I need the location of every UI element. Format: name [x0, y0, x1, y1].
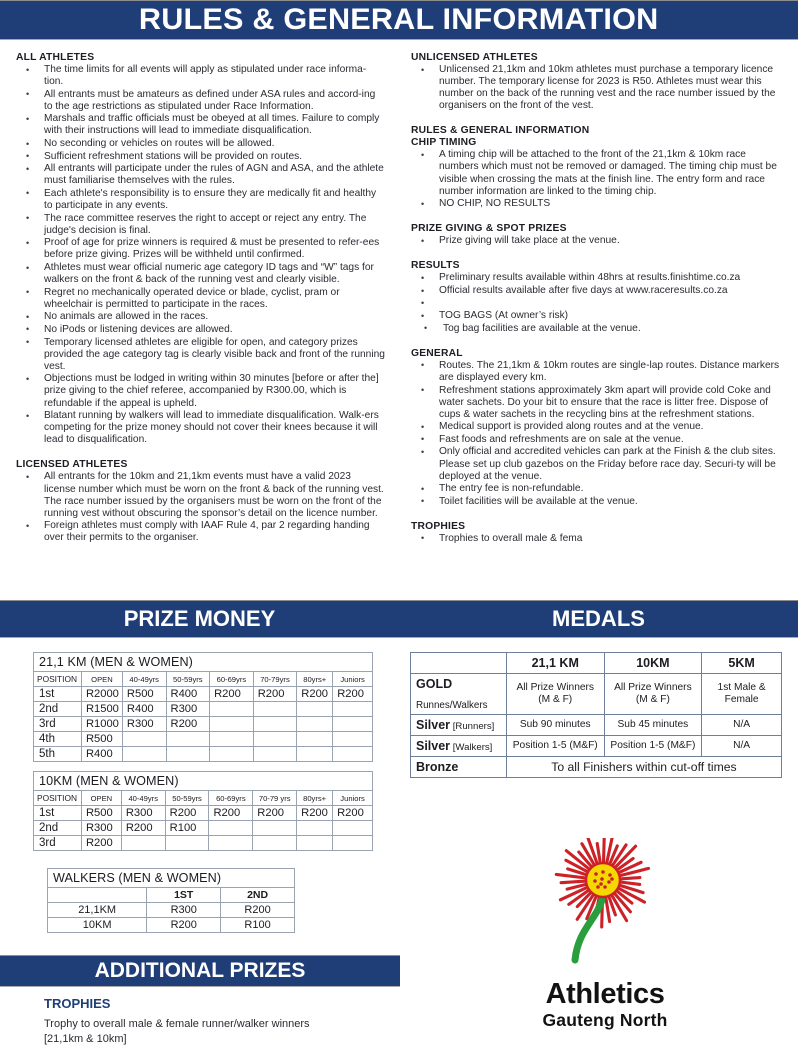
- medals-cell: N/A: [702, 736, 782, 757]
- table-cell: R300: [121, 806, 165, 821]
- trophies-heading: TROPHIES: [44, 996, 111, 1011]
- column-header: POSITION: [34, 791, 82, 806]
- prize-table-10km: [33, 771, 373, 851]
- rules-section-heading: TROPHIES: [411, 520, 466, 532]
- medal-type: Bronze: [416, 760, 459, 774]
- row-label: 1st: [34, 806, 82, 821]
- table-cell: [253, 836, 297, 851]
- rules-bullet-item: • Toilet facilities will be available at the venue.: [411, 496, 786, 508]
- table-cell: R200: [297, 806, 333, 821]
- row-label: 10KM: [48, 918, 147, 933]
- table-header-row: [48, 888, 295, 903]
- table-row: [34, 747, 373, 762]
- rules-bullet-item: • No iPods or listening devices are allowed.: [16, 324, 385, 336]
- medal-type: Silver: [416, 739, 451, 753]
- column-header: [48, 888, 147, 903]
- table-cell: R1000: [81, 717, 122, 732]
- medals-row-label: [411, 757, 507, 778]
- table-cell: [122, 747, 166, 762]
- table-cell: R200: [253, 687, 297, 702]
- row-label: 3rd: [34, 717, 82, 732]
- table-cell: [333, 836, 373, 851]
- rules-bullet-item: • The race committee reserves the right to accept or reject any entry. The judge's decision is final.: [16, 213, 385, 237]
- table-row: [34, 687, 373, 702]
- rules-bullet-item: • All entrants will participate under the rules of AGN and ASA, and the athlete must familiarise themselves with the rules.: [16, 163, 385, 187]
- column-header: 50-59yrs: [166, 672, 210, 687]
- table-row: [34, 717, 373, 732]
- row-label: 4th: [34, 732, 82, 747]
- table-cell: R200: [166, 717, 210, 732]
- medals-corner-cell: [411, 653, 507, 674]
- table-cell: [297, 747, 333, 762]
- table-title: WALKERS (MEN & WOMEN): [48, 869, 295, 888]
- table-cell: R200: [209, 806, 253, 821]
- table-cell: [333, 821, 373, 836]
- rules-bullet-item: • Each athlete's responsibility is to ensure they are medically fit and healthy to participate in any events.: [16, 188, 385, 212]
- medals-row: [411, 736, 782, 757]
- table-cell: [210, 717, 254, 732]
- table-cell: [297, 732, 333, 747]
- column-header: 50-59yrs: [165, 791, 209, 806]
- table-cell: [333, 747, 373, 762]
- rules-bullet-item: • Regret no mechanically operated device or blade, cyclist, pram or wheelchair is permitted to participate in the races.: [16, 287, 385, 311]
- table-cell: R300: [122, 717, 166, 732]
- rules-bullet-item: • Refreshment stations approximately 3km apart will provide cold Coke and water sachets. Do your bit to ensure that the race is litter free. Dispose of cups & water sachets in the recycling bins at the refreshment stations.: [411, 385, 786, 421]
- medals-header-row: [411, 653, 782, 674]
- table-row: [34, 836, 373, 851]
- medals-row: [411, 715, 782, 736]
- rules-section-heading: RESULTS: [411, 260, 460, 272]
- rules-section-heading: ALL ATHLETES: [16, 52, 95, 63]
- table-title-row: [48, 869, 295, 888]
- rules-bullet-item: • All entrants must be amateurs as defined under ASA rules and accord-ing to the age restrictions as stipulated under Race Information.: [16, 89, 385, 113]
- table-cell: R200: [333, 687, 373, 702]
- table-cell: [253, 732, 297, 747]
- medals-column-header: 5KM: [702, 653, 782, 674]
- rules-column-left: [0, 46, 399, 594]
- table-cell: [333, 702, 373, 717]
- table-cell: [166, 747, 210, 762]
- medal-type: Silver: [416, 718, 451, 732]
- table-cell: R200: [297, 687, 333, 702]
- rules-section-subheading: CHIP TIMING: [411, 137, 477, 149]
- rules-section-heading: PRIZE GIVING & SPOT PRIZES: [411, 223, 567, 235]
- rules-bullet-item: • A timing chip will be attached to the front of the 21,1km & 10km race numbers which must not be removed or damaged. The timing chip must be visible when crossing the mats at the finish line. The entry form and race number information are linked to the timing chip.: [411, 149, 786, 197]
- table-cell: [333, 732, 373, 747]
- column-header: POSITION: [34, 672, 82, 687]
- rules-bullet-item: • The entry fee is non-refundable.: [411, 483, 786, 495]
- table-cell: R500: [81, 806, 121, 821]
- table-cell: [165, 836, 209, 851]
- table-cell: [253, 717, 297, 732]
- row-label: 2nd: [34, 821, 82, 836]
- column-header: 1ST: [147, 888, 221, 903]
- rules-bullet-item: • Foreign athletes must comply with IAAF Rule 4, par 2 regarding handing over their permits to the organiser.: [16, 520, 385, 544]
- column-header: 70-79yrs: [253, 672, 297, 687]
- medals-row-label: [411, 674, 507, 715]
- rules-column-right: [399, 46, 798, 594]
- table-cell: [210, 732, 254, 747]
- table-title: 21,1 KM (MEN & WOMEN): [34, 653, 373, 672]
- column-header: 80yrs+: [297, 672, 333, 687]
- rules-bullet-item: • Preliminary results available within 48hrs at results.finishtime.co.za: [411, 272, 786, 284]
- medals-cell: N/A: [702, 715, 782, 736]
- rules-bullet-list: [411, 533, 786, 545]
- rules-bullet-list: [411, 360, 786, 508]
- table-row: [34, 821, 373, 836]
- rules-bullet-item: • No seconding or vehicles on routes will be allowed.: [16, 138, 385, 150]
- rules-bullet-item: • Unlicensed 21,1km and 10km athletes must purchase a temporary licence number. The temporary license for 2023 is R50. Athletes must wear this number on the back of the running vest and the race number issued by the organisers on the front of the vest.: [411, 64, 786, 112]
- table-cell: [209, 821, 253, 836]
- medals-row: [411, 674, 782, 715]
- table-cell: R200: [147, 918, 221, 933]
- table-row: [34, 702, 373, 717]
- column-header: OPEN: [81, 791, 121, 806]
- rules-bullet-item: • Temporary licensed athletes are eligible for open, and category prizes provided the age category tag is clearly visible back and front of the running vest.: [16, 337, 385, 373]
- table-row: [48, 918, 295, 933]
- rules-bullet-item: • Objections must be lodged in writing within 30 minutes [before or after the] prize giving to the chief referee, accompanied by R300.00, which is refundable if the appeal is upheld.: [16, 373, 385, 409]
- medals-heading: MEDALS: [552, 606, 645, 631]
- row-label: 5th: [34, 747, 82, 762]
- additional-prizes-banner: [0, 955, 400, 987]
- table-cell: [122, 732, 166, 747]
- rules-body: [0, 46, 798, 594]
- trophies-line-1: Trophy to overall male & female runner/walker winners: [44, 1018, 310, 1030]
- table-cell: [121, 836, 165, 851]
- medal-type-note: [Walkers]: [450, 742, 493, 753]
- table-cell: [253, 747, 297, 762]
- rules-section-heading: LICENSED ATHLETES: [16, 459, 128, 471]
- table-header-row: [34, 791, 373, 806]
- table-cell: R100: [165, 821, 209, 836]
- medal-type-subtitle: Runnes/Walkers: [416, 700, 488, 711]
- table-row: [34, 806, 373, 821]
- medals-cell: Sub 45 minutes: [604, 715, 702, 736]
- table-cell: [210, 702, 254, 717]
- rules-bullet-item: • Trophies to overall male & fema: [411, 533, 786, 545]
- column-header: 40-49yrs: [121, 791, 165, 806]
- column-header: 40-49yrs: [122, 672, 166, 687]
- rules-bullet-list: [411, 272, 786, 334]
- row-label: 21,1KM: [48, 903, 147, 918]
- medals-cell: All Prize Winners (M & F): [506, 674, 604, 715]
- medals-span-cell: To all Finishers within cut-off times: [506, 757, 781, 778]
- column-header: Juniors: [333, 672, 373, 687]
- table-cell: R100: [221, 918, 295, 933]
- medal-type-note: [Runners]: [450, 721, 495, 732]
- table-cell: [297, 717, 333, 732]
- rules-bullet-item: • Tog bag facilities are available at the venue.: [411, 323, 786, 335]
- rules-bullet-item: • Only official and accredited vehicles can park at the Finish & the club sites. Please set up club gazebos on the Friday before race day. Securi-ty will be deployed at the venue.: [411, 446, 786, 482]
- rules-bullet-item: • No animals are allowed in the races.: [16, 311, 385, 323]
- rules-section-heading: GENERAL: [411, 347, 463, 359]
- table-cell: R200: [81, 836, 121, 851]
- page-title-banner: [0, 0, 798, 40]
- column-header: 60-69yrs: [210, 672, 254, 687]
- rules-bullet-item: • Medical support is provided along routes and at the venue.: [411, 421, 786, 433]
- table-cell: [253, 702, 297, 717]
- row-label: 3rd: [34, 836, 82, 851]
- additional-prizes-title: ADDITIONAL PRIZES: [94, 959, 306, 982]
- additional-prizes-body: [44, 996, 384, 1047]
- table-cell: [210, 747, 254, 762]
- table-cell: [253, 821, 297, 836]
- rules-bullet-item: • Routes. The 21,1km & 10km routes are single-lap routes. Distance markers are displayed every km.: [411, 360, 786, 384]
- table-cell: R400: [166, 687, 210, 702]
- medals-column-header: 21,1 KM: [506, 653, 604, 674]
- table-cell: R200: [121, 821, 165, 836]
- rules-bullet-item: • Proof of age for prize winners is required & must be presented to refer-ees before prize giving. Prizes will be withheld until confirmed.: [16, 237, 385, 261]
- table-cell: R200: [253, 806, 297, 821]
- rules-bullet-item: • NO CHIP, NO RESULTS: [411, 198, 786, 210]
- rules-bullet-item: • Prize giving will take place at the venue.: [411, 235, 786, 247]
- table-cell: R2000: [81, 687, 122, 702]
- rules-section-heading: RULES & GENERAL INFORMATION: [411, 125, 590, 137]
- medals-cell: Sub 90 minutes: [506, 715, 604, 736]
- table-cell: R500: [81, 732, 122, 747]
- table-cell: [166, 732, 210, 747]
- column-header: 70-79 yrs: [253, 791, 297, 806]
- table-title: 10KM (MEN & WOMEN): [34, 772, 373, 791]
- rules-section-heading: UNLICENSED ATHLETES: [411, 52, 538, 63]
- column-header: 2ND: [221, 888, 295, 903]
- medals-cell: 1st Male & Female: [702, 674, 782, 715]
- page-title: RULES & GENERAL INFORMATION: [139, 3, 659, 36]
- table-title-row: [34, 653, 373, 672]
- medals-cell: Position 1-5 (M&F): [604, 736, 702, 757]
- rules-bullet-item: • TOG BAGS (At owner’s risk): [411, 310, 786, 322]
- logo-name-line-2: Gauteng North: [542, 1010, 668, 1030]
- table-cell: [209, 836, 253, 851]
- table-cell: R200: [210, 687, 254, 702]
- table-cell: [297, 702, 333, 717]
- rules-bullet-item: • Sufficient refreshment stations will be provided on routes.: [16, 151, 385, 163]
- rules-bullet-list: [411, 64, 786, 112]
- table-cell: R200: [221, 903, 295, 918]
- medals-row-label: [411, 736, 507, 757]
- medals-row-label: [411, 715, 507, 736]
- daisy-flower-icon: [500, 838, 710, 988]
- column-header: Juniors: [333, 791, 373, 806]
- prize-table-half-marathon: [33, 652, 373, 762]
- table-cell: R400: [122, 702, 166, 717]
- rules-bullet-list: [411, 149, 786, 210]
- column-header: 80yrs+: [297, 791, 333, 806]
- prize-medals-banner: [0, 600, 798, 638]
- rules-bullet-list: [411, 235, 786, 247]
- column-header: OPEN: [81, 672, 122, 687]
- table-cell: R1500: [81, 702, 122, 717]
- rules-bullet-item: • Official results available after five days at www.raceresults.co.za: [411, 285, 786, 297]
- table-cell: [297, 821, 333, 836]
- table-row: [48, 903, 295, 918]
- medals-cell: Position 1-5 (M&F): [506, 736, 604, 757]
- table-cell: R500: [122, 687, 166, 702]
- athletics-gauteng-north-logo: [500, 838, 710, 1054]
- table-cell: R200: [333, 806, 373, 821]
- logo-name-line-1: Athletics: [545, 978, 665, 1010]
- table-cell: R300: [166, 702, 210, 717]
- prize-table-walkers: [47, 868, 295, 933]
- table-header-row: [34, 672, 373, 687]
- rules-bullet-item: • All entrants for the 10km and 21,1km events must have a valid 2023 license number which must be worn on the front & back of the running vest. The race number issued by the organisers must be worn on the front of the running vest without obscuring the sponsor’s detail on the licence number.: [16, 471, 385, 519]
- table-cell: R400: [81, 747, 122, 762]
- rules-bullet-list: [16, 471, 385, 544]
- table-cell: R200: [165, 806, 209, 821]
- row-label: 1st: [34, 687, 82, 702]
- rules-bullet-list: [16, 64, 385, 446]
- table-cell: [333, 717, 373, 732]
- medals-table: [410, 652, 782, 778]
- rules-bullet-item: • Athletes must wear official numeric age category ID tags and “W” tags for walkers on the front & back of the running vest and clearly visible.: [16, 262, 385, 286]
- rules-bullet-item: • The time limits for all events will apply as stipulated under race informa-tion.: [16, 64, 385, 88]
- table-cell: R300: [147, 903, 221, 918]
- rules-bullet-item: • Blatant running by walkers will lead to immediate disqualification. Walk-ers competing for the prize money should not cover their knees because it will lead to disqualification.: [16, 410, 385, 446]
- table-cell: [297, 836, 333, 851]
- trophies-line-2: [21,1km & 10km]: [44, 1033, 127, 1045]
- rules-bullet-item: • Marshals and traffic officials must be obeyed at all times. Failure to comply with their instructions will lead to immediate disqualification.: [16, 113, 385, 137]
- medal-type: GOLD: [416, 677, 453, 691]
- medals-cell: All Prize Winners (M & F): [604, 674, 702, 715]
- medals-column-header: 10KM: [604, 653, 702, 674]
- rules-bullet-item: [411, 298, 786, 310]
- column-header: 60-69yrs: [209, 791, 253, 806]
- prize-money-heading: PRIZE MONEY: [123, 606, 276, 631]
- row-label: 2nd: [34, 702, 82, 717]
- table-cell: R300: [81, 821, 121, 836]
- table-row: [34, 732, 373, 747]
- table-title-row: [34, 772, 373, 791]
- rules-bullet-item: • Fast foods and refreshments are on sale at the venue.: [411, 434, 786, 446]
- medals-row: [411, 757, 782, 778]
